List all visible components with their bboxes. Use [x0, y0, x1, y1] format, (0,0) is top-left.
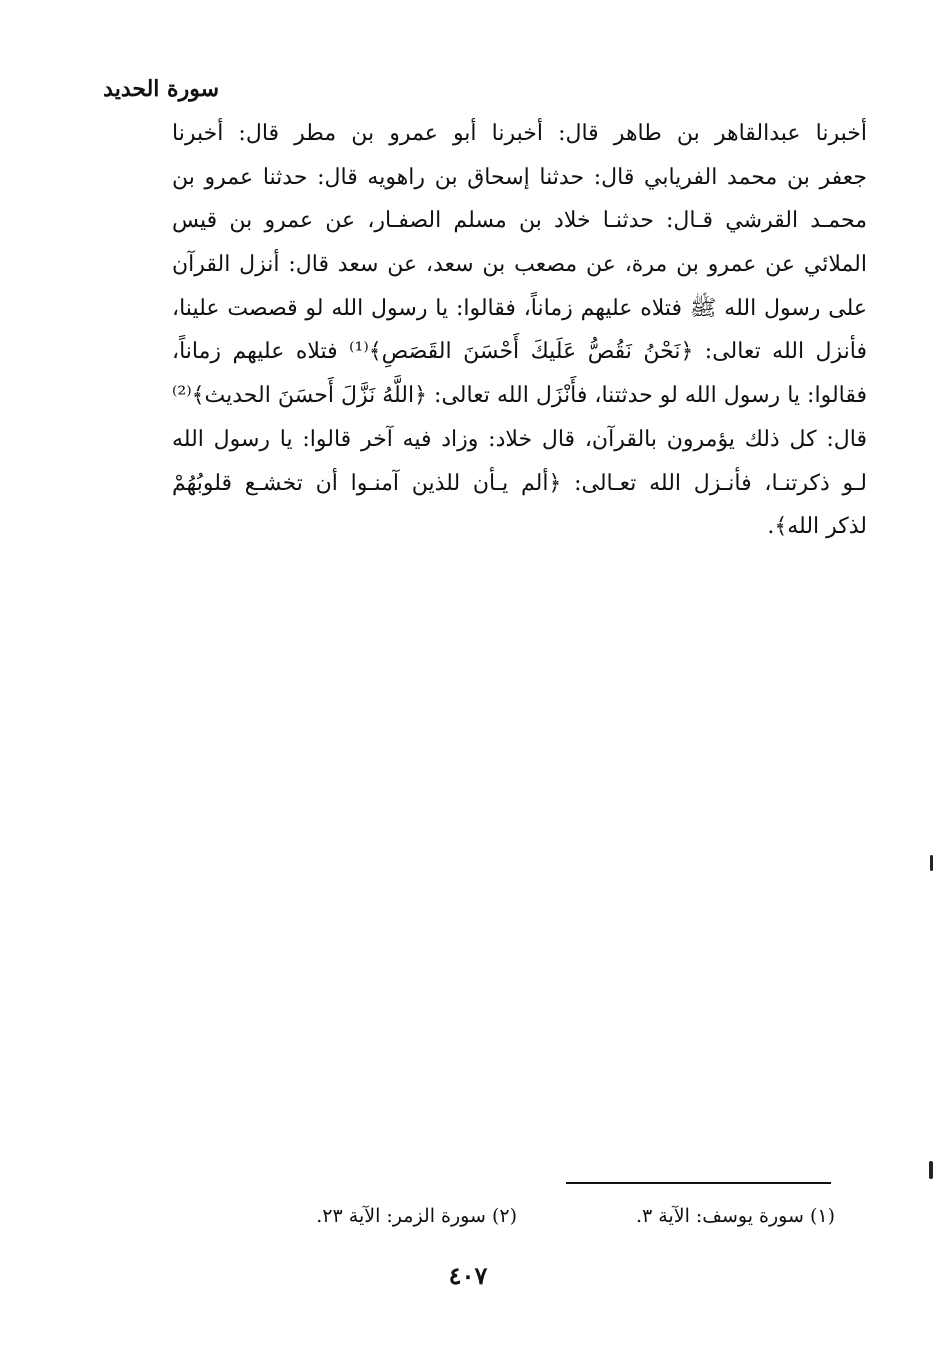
body-line: محمـد القرشي قـال: حدثنـا خلاد بن مسلم الصفـار، عن عمرو بن قيس	[172, 208, 867, 234]
body-line: جعفر بن محمد الفريابي قال: حدثنا إسحاق بن راهويه قال: حدثنا عمرو بن	[172, 164, 867, 190]
scan-artifact-mark	[930, 855, 933, 871]
body-line: أخبرنا عبدالقاهر بن طاهر قال: أخبرنا أبو عمرو بن مطر قال: أخبرنا	[172, 121, 867, 146]
footnote-separator	[566, 1182, 831, 1184]
body-line: الملائي عن عمرو بن مرة، عن مصعب بن سعد، عن سعد قال: أنزل القرآن	[172, 252, 867, 278]
footnotes	[290, 1199, 835, 1235]
body-line: قال: كل ذلك يؤمرون بالقرآن، قال خلاد: وزاد فيه آخر قالوا: يا رسول الله	[172, 426, 867, 452]
body-text	[172, 112, 867, 549]
scan-artifact-mark	[929, 1161, 933, 1179]
body-line: فأنزل الله تعالى: ﴿نَحْنُ نَقُصُّ عَلَيكَ أَحْسَنَ القَصَصِ﴾⁽¹⁾ فتلاه عليهم زماناً،	[172, 339, 867, 365]
body-line: لذكر الله﴾.	[767, 514, 867, 540]
body-line: فقالوا: يا رسول الله لو حدثتنا، فأَنْزَل الله تعالى: ﴿اللَّهُ نَزَّلَ أَحسَنَ الحديث﴾⁽²⁾	[172, 383, 867, 409]
body-line: لـو ذكرتنـا، فأنـزل الله تعـالى: ﴿ألم يـأن للذين آمنـوا أن تخشـع قلوبُهُمْ	[172, 470, 867, 496]
body-line: على رسول الله ﷺ فتلاه عليهم زماناً، فقالوا: يا رسول الله لو قصصت علينا،	[172, 295, 867, 321]
footnote-1: (١) سورة يوسف: الآية ٣.	[635, 1205, 835, 1227]
footnote-2: (٢) سورة الزمر: الآية ٢٣.	[316, 1205, 517, 1227]
running-header-title: سورة الحديد	[103, 76, 219, 102]
page-number: ٤٠٧	[448, 1261, 488, 1290]
